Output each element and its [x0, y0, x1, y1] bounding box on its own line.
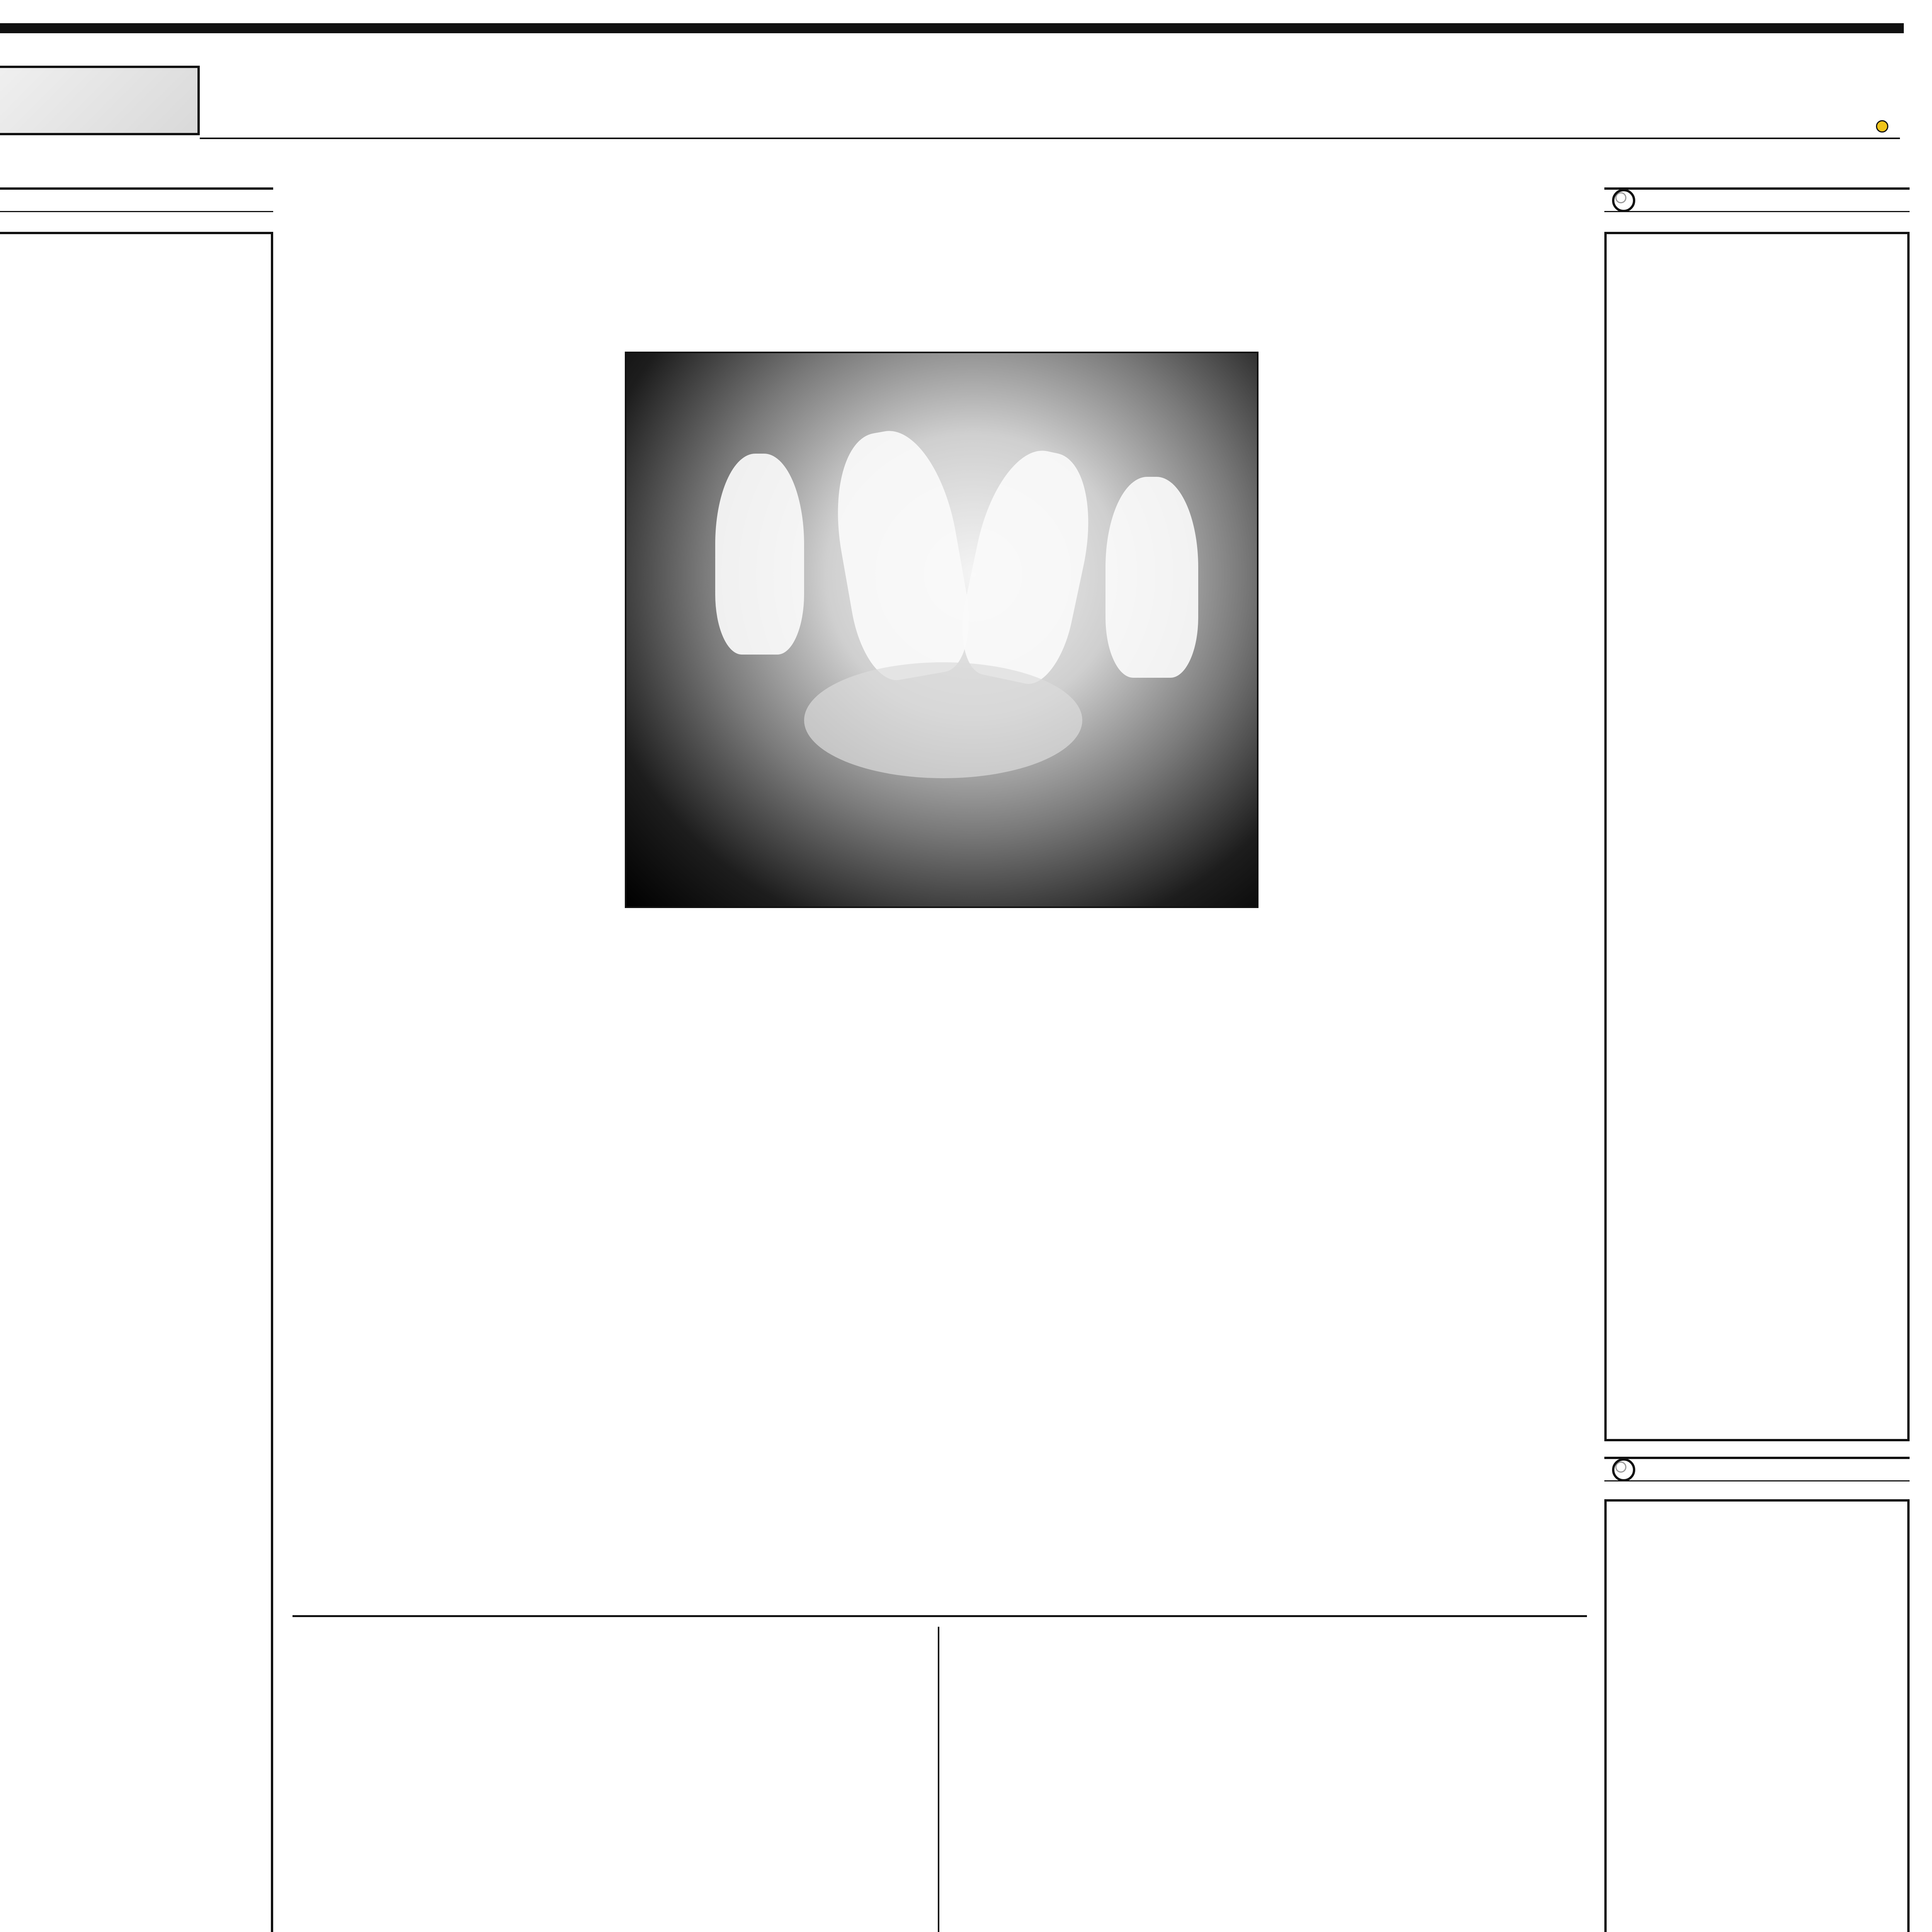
lead-col-3: [625, 920, 934, 1607]
lead-subhead: [1274, 958, 1583, 1082]
note-box: [1604, 232, 1910, 1441]
date-dot-icon: [1876, 120, 1888, 133]
globe-icon: [1612, 1458, 1635, 1481]
tapeh-col-2: [293, 1692, 609, 1932]
short-story-body: [1618, 1723, 1896, 1932]
column-header-short-story: [1604, 1457, 1910, 1481]
gonbad-col-1: [1274, 1820, 1583, 1932]
gonbad-lead: [1274, 1739, 1583, 1816]
ticker-body-4: [0, 1485, 260, 1779]
page-number: [0, 8, 34, 66]
section-title: [0, 66, 200, 135]
top-rule: [0, 23, 1904, 33]
dateline: [200, 116, 1900, 139]
gonbad-headline: [949, 1627, 1583, 1731]
lead-col-1: [1274, 1086, 1583, 1607]
lead-col-4: [293, 352, 609, 1607]
ticker-body-1: [0, 248, 260, 971]
ticker-body-2: [0, 980, 260, 1146]
tapeh-col-1: [625, 1766, 926, 1932]
tapeh-headline: [293, 1627, 926, 1685]
lead-intro: [1274, 352, 1583, 951]
divider: [293, 1615, 1587, 1617]
ticker-box: [0, 232, 273, 1932]
lead-kicker: [293, 193, 1587, 224]
brand-logo: [1735, 41, 1897, 71]
globe-icon: [1612, 189, 1635, 212]
tapeh-lead: [625, 1692, 926, 1762]
short-story-lead: [1618, 1519, 1896, 1719]
festival-photo: [625, 352, 1259, 908]
lead-headline: [293, 236, 1587, 332]
column-divider: [938, 1627, 939, 1932]
column-header-ticker: [0, 187, 273, 212]
ticker-body-3: [0, 1155, 260, 1476]
column-header-note: [1604, 187, 1910, 212]
note-body: [1618, 252, 1896, 1342]
lead-col-2: [949, 920, 1259, 1607]
gonbad-col-2: [949, 1739, 1259, 1932]
short-story-box: [1604, 1499, 1910, 1932]
